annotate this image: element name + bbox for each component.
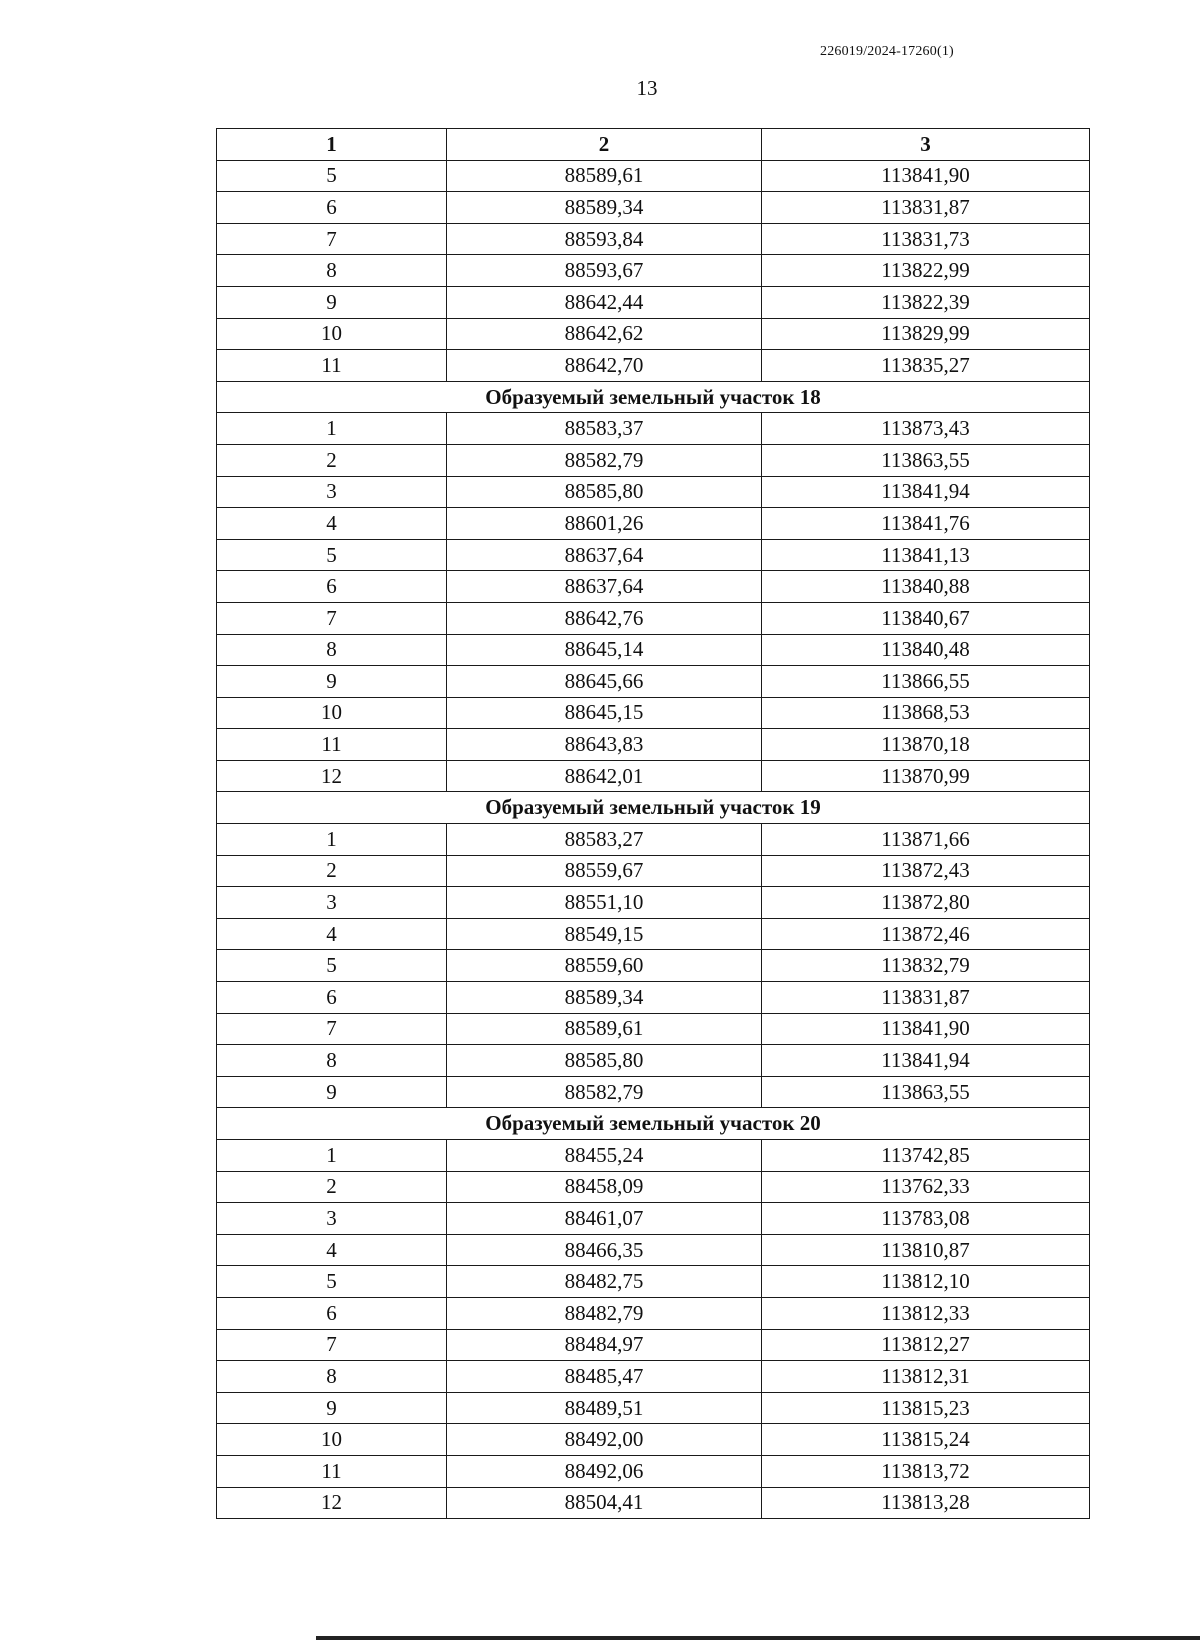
table-body <box>217 160 1090 1519</box>
x-coordinate-cell: 88489,51 <box>447 1392 762 1424</box>
x-coordinate-cell: 88642,76 <box>447 602 762 634</box>
point-number-cell: 1 <box>217 1140 447 1172</box>
scan-edge-rule <box>316 1636 1200 1640</box>
x-coordinate-cell: 88482,79 <box>447 1297 762 1329</box>
y-coordinate-cell: 113863,55 <box>762 444 1090 476</box>
table-row <box>217 1487 1090 1519</box>
y-coordinate-cell: 113815,24 <box>762 1424 1090 1456</box>
x-coordinate-cell: 88559,67 <box>447 855 762 887</box>
point-number-cell: 11 <box>217 729 447 761</box>
column-header-3: 3 <box>762 129 1090 161</box>
table-row <box>217 476 1090 508</box>
column-header-2: 2 <box>447 129 762 161</box>
table-row <box>217 1392 1090 1424</box>
x-coordinate-cell: 88642,44 <box>447 286 762 318</box>
table-row <box>217 1013 1090 1045</box>
table-row <box>217 729 1090 761</box>
column-header-1: 1 <box>217 129 447 161</box>
x-coordinate-cell: 88582,79 <box>447 444 762 476</box>
x-coordinate-cell: 88645,15 <box>447 697 762 729</box>
x-coordinate-cell: 88482,75 <box>447 1266 762 1298</box>
y-coordinate-cell: 113841,90 <box>762 160 1090 192</box>
page-number: 13 <box>636 76 658 100</box>
table-row <box>217 1361 1090 1393</box>
x-coordinate-cell: 88637,64 <box>447 571 762 603</box>
y-coordinate-cell: 113829,99 <box>762 318 1090 350</box>
point-number-cell: 8 <box>217 255 447 287</box>
x-coordinate-cell: 88549,15 <box>447 918 762 950</box>
y-coordinate-cell: 113841,90 <box>762 1013 1090 1045</box>
y-coordinate-cell: 113831,87 <box>762 192 1090 224</box>
header-row <box>217 129 1090 161</box>
point-number-cell: 7 <box>217 1329 447 1361</box>
x-coordinate-cell: 88492,06 <box>447 1455 762 1487</box>
x-coordinate-cell: 88589,34 <box>447 192 762 224</box>
y-coordinate-cell: 113871,66 <box>762 824 1090 856</box>
section-title: Образуемый земельный участок 20 <box>217 1108 1090 1140</box>
table-row <box>217 1424 1090 1456</box>
x-coordinate-cell: 88585,80 <box>447 1045 762 1077</box>
y-coordinate-cell: 113840,67 <box>762 602 1090 634</box>
table-row <box>217 918 1090 950</box>
point-number-cell: 10 <box>217 1424 447 1456</box>
point-number-cell: 10 <box>217 697 447 729</box>
x-coordinate-cell: 88582,79 <box>447 1076 762 1108</box>
x-coordinate-cell: 88583,27 <box>447 824 762 856</box>
y-coordinate-cell: 113841,94 <box>762 1045 1090 1077</box>
table-row <box>217 1203 1090 1235</box>
y-coordinate-cell: 113762,33 <box>762 1171 1090 1203</box>
table-row <box>217 318 1090 350</box>
y-coordinate-cell: 113810,87 <box>762 1234 1090 1266</box>
table-row <box>217 1140 1090 1172</box>
point-number-cell: 6 <box>217 571 447 603</box>
y-coordinate-cell: 113831,87 <box>762 982 1090 1014</box>
point-number-cell: 12 <box>217 760 447 792</box>
section-row <box>217 381 1090 413</box>
table-row <box>217 571 1090 603</box>
x-coordinate-cell: 88485,47 <box>447 1361 762 1393</box>
x-coordinate-cell: 88461,07 <box>447 1203 762 1235</box>
table-row <box>217 192 1090 224</box>
point-number-cell: 3 <box>217 1203 447 1235</box>
point-number-cell: 7 <box>217 602 447 634</box>
table-row <box>217 1297 1090 1329</box>
point-number-cell: 9 <box>217 1076 447 1108</box>
table-row <box>217 887 1090 919</box>
table-row <box>217 286 1090 318</box>
table-row <box>217 634 1090 666</box>
document-id: 226019/2024-17260(1) <box>820 44 954 59</box>
y-coordinate-cell: 113841,13 <box>762 539 1090 571</box>
x-coordinate-cell: 88559,60 <box>447 950 762 982</box>
point-number-cell: 5 <box>217 950 447 982</box>
table-row <box>217 539 1090 571</box>
y-coordinate-cell: 113863,55 <box>762 1076 1090 1108</box>
x-coordinate-cell: 88466,35 <box>447 1234 762 1266</box>
point-number-cell: 11 <box>217 350 447 382</box>
x-coordinate-cell: 88589,34 <box>447 982 762 1014</box>
x-coordinate-cell: 88593,84 <box>447 223 762 255</box>
point-number-cell: 10 <box>217 318 447 350</box>
point-number-cell: 5 <box>217 1266 447 1298</box>
table-row <box>217 350 1090 382</box>
section-row <box>217 792 1090 824</box>
x-coordinate-cell: 88585,80 <box>447 476 762 508</box>
table-row <box>217 697 1090 729</box>
y-coordinate-cell: 113813,72 <box>762 1455 1090 1487</box>
y-coordinate-cell: 113840,48 <box>762 634 1090 666</box>
section-title: Образуемый земельный участок 19 <box>217 792 1090 824</box>
x-coordinate-cell: 88643,83 <box>447 729 762 761</box>
point-number-cell: 2 <box>217 855 447 887</box>
x-coordinate-cell: 88551,10 <box>447 887 762 919</box>
table-row <box>217 413 1090 445</box>
y-coordinate-cell: 113868,53 <box>762 697 1090 729</box>
table-row <box>217 1234 1090 1266</box>
y-coordinate-cell: 113873,43 <box>762 413 1090 445</box>
y-coordinate-cell: 113812,31 <box>762 1361 1090 1393</box>
y-coordinate-cell: 113872,46 <box>762 918 1090 950</box>
y-coordinate-cell: 113841,94 <box>762 476 1090 508</box>
point-number-cell: 8 <box>217 1045 447 1077</box>
section-title: Образуемый земельный участок 18 <box>217 381 1090 413</box>
x-coordinate-cell: 88642,01 <box>447 760 762 792</box>
y-coordinate-cell: 113870,18 <box>762 729 1090 761</box>
x-coordinate-cell: 88637,64 <box>447 539 762 571</box>
table-row <box>217 444 1090 476</box>
table-row <box>217 255 1090 287</box>
table-row <box>217 760 1090 792</box>
point-number-cell: 6 <box>217 192 447 224</box>
x-coordinate-cell: 88645,14 <box>447 634 762 666</box>
y-coordinate-cell: 113812,10 <box>762 1266 1090 1298</box>
y-coordinate-cell: 113822,99 <box>762 255 1090 287</box>
point-number-cell: 5 <box>217 539 447 571</box>
y-coordinate-cell: 113840,88 <box>762 571 1090 603</box>
table-row <box>217 1329 1090 1361</box>
point-number-cell: 7 <box>217 223 447 255</box>
table-row <box>217 508 1090 540</box>
y-coordinate-cell: 113783,08 <box>762 1203 1090 1235</box>
y-coordinate-cell: 113872,80 <box>762 887 1090 919</box>
point-number-cell: 8 <box>217 634 447 666</box>
point-number-cell: 4 <box>217 508 447 540</box>
y-coordinate-cell: 113841,76 <box>762 508 1090 540</box>
y-coordinate-cell: 113812,27 <box>762 1329 1090 1361</box>
x-coordinate-cell: 88601,26 <box>447 508 762 540</box>
x-coordinate-cell: 88593,67 <box>447 255 762 287</box>
table-row <box>217 1455 1090 1487</box>
y-coordinate-cell: 113872,43 <box>762 855 1090 887</box>
point-number-cell: 12 <box>217 1487 447 1519</box>
x-coordinate-cell: 88583,37 <box>447 413 762 445</box>
y-coordinate-cell: 113835,27 <box>762 350 1090 382</box>
table-row <box>217 1045 1090 1077</box>
point-number-cell: 3 <box>217 887 447 919</box>
y-coordinate-cell: 113813,28 <box>762 1487 1090 1519</box>
point-number-cell: 9 <box>217 1392 447 1424</box>
table-row <box>217 160 1090 192</box>
y-coordinate-cell: 113742,85 <box>762 1140 1090 1172</box>
point-number-cell: 4 <box>217 1234 447 1266</box>
coordinates-table <box>216 128 1090 1519</box>
x-coordinate-cell: 88645,66 <box>447 666 762 698</box>
x-coordinate-cell: 88589,61 <box>447 160 762 192</box>
x-coordinate-cell: 88589,61 <box>447 1013 762 1045</box>
table-row <box>217 1076 1090 1108</box>
table-row <box>217 982 1090 1014</box>
point-number-cell: 4 <box>217 918 447 950</box>
table-row <box>217 950 1090 982</box>
x-coordinate-cell: 88484,97 <box>447 1329 762 1361</box>
point-number-cell: 1 <box>217 413 447 445</box>
y-coordinate-cell: 113812,33 <box>762 1297 1090 1329</box>
point-number-cell: 1 <box>217 824 447 856</box>
table-row <box>217 602 1090 634</box>
y-coordinate-cell: 113815,23 <box>762 1392 1090 1424</box>
table-row <box>217 855 1090 887</box>
x-coordinate-cell: 88455,24 <box>447 1140 762 1172</box>
point-number-cell: 2 <box>217 444 447 476</box>
x-coordinate-cell: 88642,62 <box>447 318 762 350</box>
y-coordinate-cell: 113832,79 <box>762 950 1090 982</box>
y-coordinate-cell: 113831,73 <box>762 223 1090 255</box>
point-number-cell: 6 <box>217 982 447 1014</box>
point-number-cell: 2 <box>217 1171 447 1203</box>
x-coordinate-cell: 88492,00 <box>447 1424 762 1456</box>
section-row <box>217 1108 1090 1140</box>
point-number-cell: 3 <box>217 476 447 508</box>
point-number-cell: 11 <box>217 1455 447 1487</box>
y-coordinate-cell: 113870,99 <box>762 760 1090 792</box>
point-number-cell: 8 <box>217 1361 447 1393</box>
table-row <box>217 223 1090 255</box>
x-coordinate-cell: 88504,41 <box>447 1487 762 1519</box>
table-row <box>217 824 1090 856</box>
point-number-cell: 7 <box>217 1013 447 1045</box>
table-row <box>217 1171 1090 1203</box>
table-row <box>217 1266 1090 1298</box>
point-number-cell: 9 <box>217 286 447 318</box>
table-header <box>217 129 1090 161</box>
table-row <box>217 666 1090 698</box>
y-coordinate-cell: 113822,39 <box>762 286 1090 318</box>
point-number-cell: 5 <box>217 160 447 192</box>
x-coordinate-cell: 88458,09 <box>447 1171 762 1203</box>
point-number-cell: 9 <box>217 666 447 698</box>
point-number-cell: 6 <box>217 1297 447 1329</box>
y-coordinate-cell: 113866,55 <box>762 666 1090 698</box>
x-coordinate-cell: 88642,70 <box>447 350 762 382</box>
